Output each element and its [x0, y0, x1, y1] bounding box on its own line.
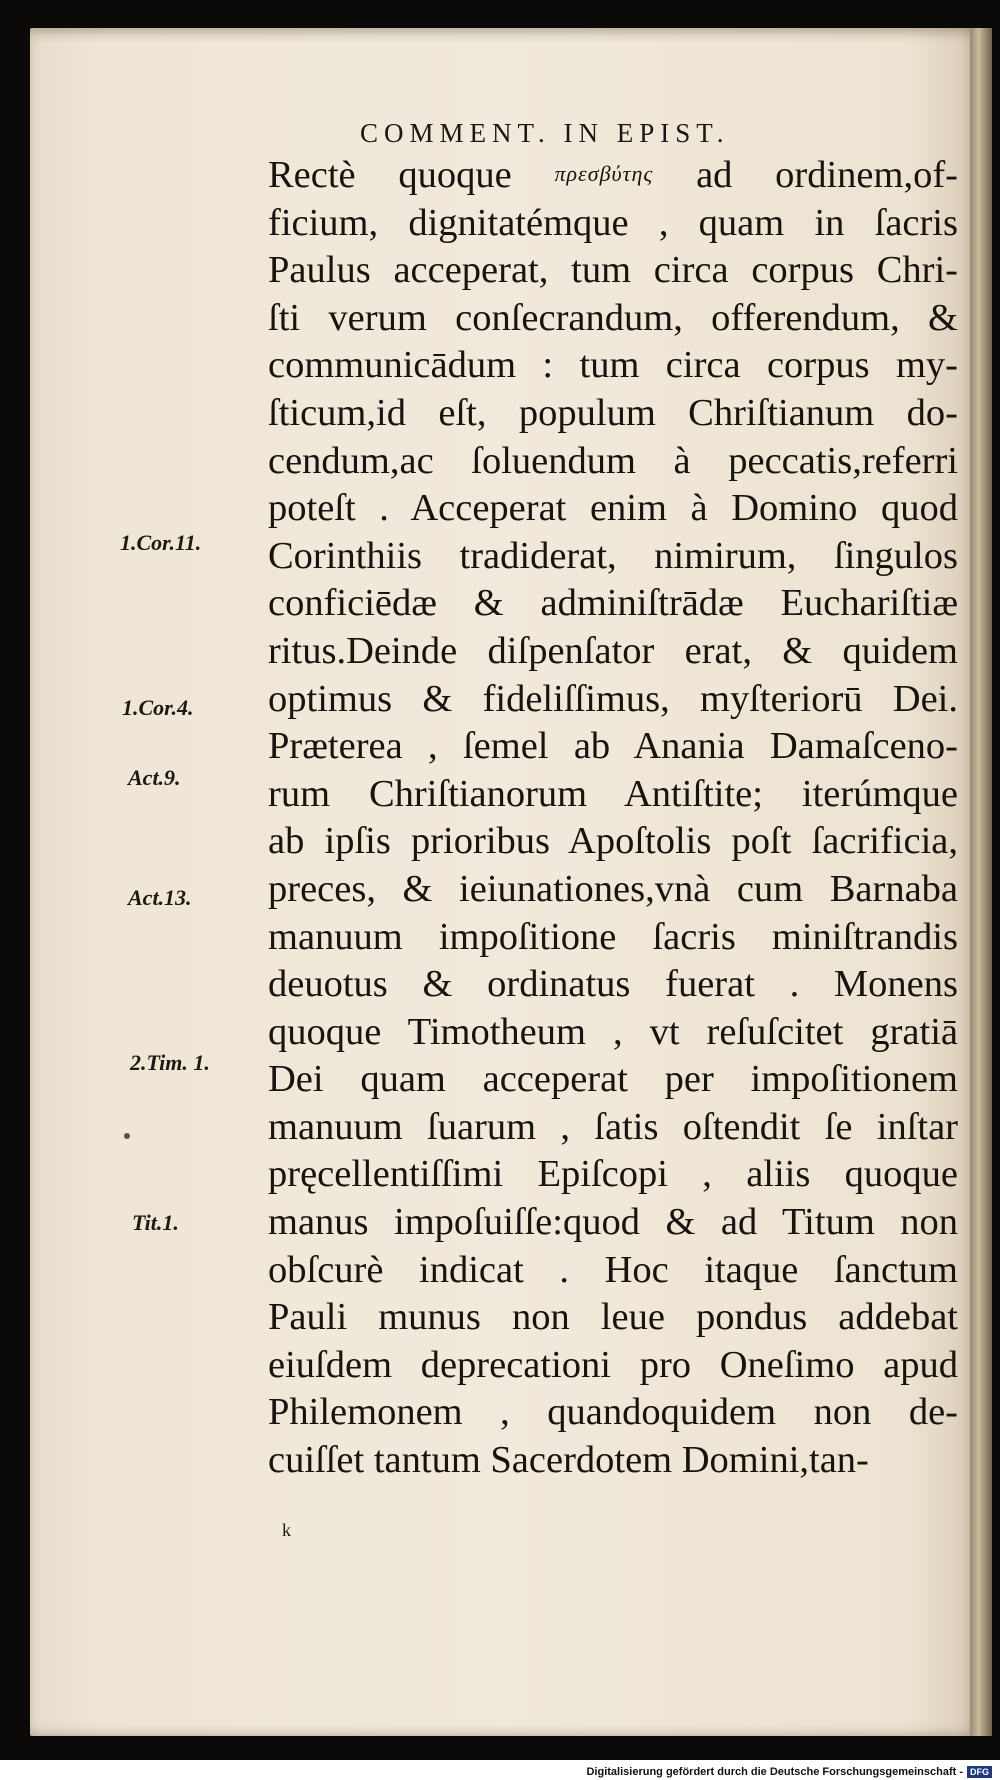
text-line-2: ficium, dignitatémque , quam in ſacris [268, 201, 958, 244]
text-line-19: quoque Timotheum , vt reſuſcitet gratiā [268, 1010, 958, 1053]
margin-note-2-tim-1: 2.Tim. 1. [130, 1050, 210, 1075]
footer-credit [586, 1766, 992, 1778]
margin-note-act-9: Act.9. [128, 765, 181, 790]
text-line-5: communicādum : tum circa corpus my- [268, 344, 958, 387]
text-line-4: ſti verum conſecrandum, offerendum, & [268, 296, 958, 339]
text-line-18: deuotus & ordinatus fuerat . Monens [268, 963, 958, 1006]
footer-text: Digitalisierung gefördert durch die Deutsche Forschungsgemeinschaft - [586, 1766, 963, 1778]
margin-note-act-13: Act.13. [128, 885, 192, 910]
greek-word: πρεσβύτης [554, 161, 654, 186]
text-line-11: ritus.Deinde diſpenſator erat, & quidem [268, 629, 958, 672]
text-line-26: eiuſdem deprecationi pro Oneſimo apud [268, 1343, 958, 1386]
text-line-8: poteſt . Acceperat enim à Domino quod [268, 487, 958, 530]
margin-note-tit-1: Tit.1. [132, 1210, 179, 1235]
text-line-9: Corinthiis tradiderat, nimirum, ſingulos [268, 534, 958, 577]
text-line-24: obſcurè indicat . Hoc itaque ſanctum [268, 1248, 958, 1291]
ink-speck [124, 1133, 130, 1139]
text-line-16: preces, & ieiunationes,vnà cum Barnaba [268, 867, 958, 910]
text-line-1: Rectè quoque πρεσβύτης ad ordinem,of- [268, 154, 958, 196]
margin-note-1-cor-11: 1.Cor.11. [120, 530, 202, 555]
text-line-10: conficiēdæ & adminiſtrādæ Euchariſtiæ [268, 582, 958, 625]
margin-note-1-cor-4: 1.Cor.4. [122, 695, 194, 720]
body-text [268, 150, 958, 1485]
text-line-7: cendum,ac ſoluendum à peccatis,referri [268, 439, 958, 482]
running-head: COMMENT. IN EPIST. [360, 118, 730, 148]
text-line-13: Præterea , ſemel ab Anania Damaſceno- [268, 725, 958, 768]
text-line-3: Paulus acceperat, tum circa corpus Chri- [268, 249, 958, 292]
text-line-20: Dei quam acceperat per impoſitionem [268, 1058, 958, 1101]
text-line-14: rum Chriſtianorum Antiſtite; iterúmque [268, 772, 958, 815]
text-line-22: pręcellentiſſimi Epiſcopi , aliis quoque [268, 1153, 958, 1196]
text-line-6: ſticum,id eſt, populum Chriſtianum do- [268, 391, 958, 434]
text-line-25: Pauli munus non leue pondus addebat [268, 1296, 958, 1339]
page-edge [970, 28, 992, 1736]
text-line-17: manuum impoſitione ſacris miniſtrandis [268, 915, 958, 958]
text-line-21: manuum ſuarum , ſatis oſtendit ſe inſtar [268, 1105, 958, 1148]
text-line-23: manus impoſuiſſe:quod & ad Titum non [268, 1201, 958, 1244]
text-line-12: optimus & fideliſſimus, myſteriorū Dei. [268, 677, 958, 720]
text-line-15: ab ipſis prioribus Apoſtolis poſt ſacrificia, [268, 820, 958, 863]
catchword: k [282, 1520, 291, 1540]
dfg-logo: DFG [967, 1766, 992, 1778]
text-line-27: Philemonem , quandoquidem non de- [268, 1391, 958, 1434]
text-line-28: cuiſſet tantum Sacerdotem Domini,tan- [268, 1439, 869, 1482]
